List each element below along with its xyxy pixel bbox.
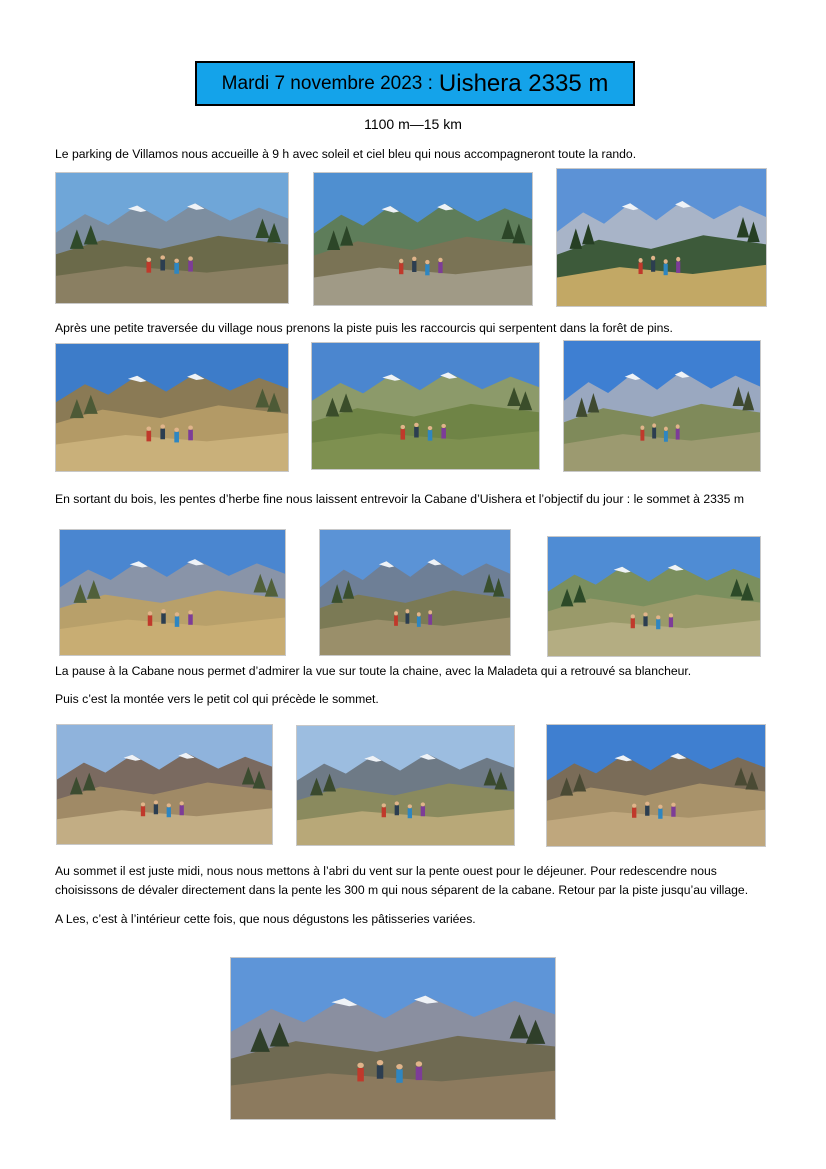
photo-group-under-pines [547,536,761,657]
hiker-head [188,610,193,614]
hiker-figure [161,613,166,623]
hiker-figure [180,805,184,815]
hiker-figure [188,614,193,624]
hiker-figure [639,263,643,274]
hiker-head [175,612,180,616]
hiker-figure [167,807,171,817]
hiker-figure [676,429,680,440]
hiker-head [408,804,412,808]
photo-grassy-hills-cabin [55,343,289,472]
photo-stone-chapel-hikers [311,342,540,470]
paragraph-2: Après une petite traversée du village nous prenons la piste puis les raccourcis qui serpentent dans la forêt de pins. [55,321,673,335]
hiker-head [417,612,421,616]
hiker-head [421,802,425,806]
hiker-head [160,255,165,259]
hiker-figure [175,616,180,626]
paragraph-5: Puis c’est la montée vers le petit col qui précède le sommet. [55,692,379,706]
hiker-head [428,610,432,614]
landscape-illustration [231,958,555,1119]
hiker-head [652,423,656,427]
hiker-figure [154,804,158,814]
photo-summit-lunch-slope [56,724,273,845]
hiker-head [441,424,446,428]
hiker-figure [643,616,647,626]
hiker-figure [382,807,386,817]
hiker-head [438,258,442,262]
hiker-head [141,802,145,806]
landscape-illustration [297,726,514,845]
hiker-head [382,803,386,807]
hiker-figure [188,430,193,441]
hiker-figure [658,809,662,819]
hiker-head [146,258,151,262]
hiker-head [669,613,673,617]
hiker-figure [148,615,153,625]
photo-trail-cliff-walkers [55,172,289,304]
paragraph-4: La pause à la Cabane nous permet d’admirer la vue sur toute la chaine, avec la Maladeta qui a retrouvé sa blancheur. [55,664,692,678]
hiker-head [676,424,680,428]
photo-cabin-group-mountains [563,340,761,472]
hiker-figure [438,262,442,273]
hiker-figure [188,261,193,272]
photo-valley-view-ridge [319,529,511,656]
hiker-head [167,803,171,807]
hiker-head [631,614,635,618]
hiker-head [394,611,398,615]
hiker-figure [417,616,421,626]
landscape-illustration [57,725,272,844]
paragraph-3: En sortant du bois, les pentes d’herbe fine nous laissent entrevoir la Cabane d’Uishera et l’objectif du jour : le sommet à 2335 m [55,492,744,506]
photo-descent-track-cabin [546,724,766,847]
hiker-figure [396,1069,402,1082]
hiker-figure [406,613,410,623]
subtitle-distance: 1100 m—15 km [364,116,462,132]
hiker-head [180,801,184,805]
paragraph-1: Le parking de Villamos nous accueille à 9 h avec soleil et ciel bleu qui nous accompagneront toute la rando. [55,147,637,161]
hiker-figure [428,430,433,441]
hiker-figure [640,430,644,441]
hiker-figure [441,428,446,439]
hiker-head [146,427,151,431]
photo-snowy-peaks-slope [556,168,767,307]
title-date: Mardi 7 novembre 2023 : [221,72,433,94]
hiker-figure [174,263,179,274]
hiker-figure [631,618,635,628]
hiker-head [676,257,680,262]
hiker-figure [428,614,432,624]
landscape-illustration [557,169,766,306]
landscape-illustration [564,341,760,471]
paragraph-7: choisissons de dévaler directement dans la pente les 300 m qui nous séparent de la cabane. Retour par la piste jusqu’au village. [55,883,749,897]
hiker-head [401,425,406,429]
hiker-head [640,426,644,430]
hiker-head [664,259,668,264]
hiker-figure [408,808,412,818]
hiker-figure [414,427,419,438]
hiker-head [148,611,153,615]
title-place: Uishera 2335 m [438,69,609,97]
hiker-figure [421,806,425,816]
hiker-figure [401,429,406,440]
landscape-illustration [56,344,288,471]
hiker-head [399,259,403,263]
hiker-head [357,1063,363,1068]
hiker-figure [399,263,403,274]
landscape-illustration [314,173,532,305]
hiker-figure [651,260,655,271]
hiker-figure [671,807,675,817]
page-title-box [195,61,635,106]
hiker-head [412,257,416,261]
hiker-figure [676,261,680,272]
hiker-head [406,609,410,613]
hiker-head [188,256,193,260]
hiker-head [414,423,419,427]
hiker-head [645,802,649,806]
hiker-head [643,612,647,616]
paragraph-8: A Les, c’est à l’intérieur cette fois, que nous dégustons les pâtisseries variées. [55,912,476,926]
hiker-figure [669,617,673,627]
hiker-head [154,800,158,804]
hiker-figure [664,431,668,442]
hiker-figure [416,1067,422,1080]
hiker-head [395,801,399,805]
landscape-illustration [320,530,510,655]
paragraph-6: Au sommet il est juste midi, nous nous mettons à l’abri du vent sur la pente ouest pour le déjeuner. Pour redescendre nous [55,864,717,878]
hiker-head [651,256,655,261]
hiker-head [425,260,429,264]
photo-summit-group-portrait [230,957,556,1120]
hiker-head [188,425,193,429]
hiker-head [428,426,433,430]
photo-hikers-forest-track [313,172,533,306]
hiker-head [174,259,179,263]
hiker-figure [656,619,660,629]
hiker-figure [174,432,179,443]
hiker-figure [425,264,429,275]
hiker-head [160,424,165,428]
hiker-head [658,805,662,809]
hiker-figure [141,806,145,816]
hiker-head [377,1060,383,1065]
photo-meadow-hikers-line [59,529,286,656]
hiker-head [664,427,668,431]
landscape-illustration [60,530,285,655]
hiker-figure [645,806,649,816]
hiker-figure [412,261,416,272]
hiker-head [416,1061,422,1066]
landscape-illustration [548,537,760,656]
hiker-head [396,1064,402,1069]
hiker-figure [160,429,165,440]
hiker-figure [652,428,656,439]
hiker-figure [395,805,399,815]
hiker-figure [664,264,668,275]
hiker-head [174,428,179,432]
hiker-head [639,258,643,263]
hiker-head [161,609,166,613]
hiker-figure [160,260,165,271]
photo-ridge-walk-col [296,725,515,846]
hiker-figure [146,262,151,273]
landscape-illustration [312,343,539,469]
hiker-figure [394,615,398,625]
hiker-figure [632,808,636,818]
hiker-head [671,803,675,807]
hiker-figure [357,1068,363,1081]
hiker-head [656,615,660,619]
hiker-head [632,804,636,808]
hiker-figure [377,1065,383,1078]
hiker-figure [146,431,151,442]
landscape-illustration [56,173,288,303]
landscape-illustration [547,725,765,846]
